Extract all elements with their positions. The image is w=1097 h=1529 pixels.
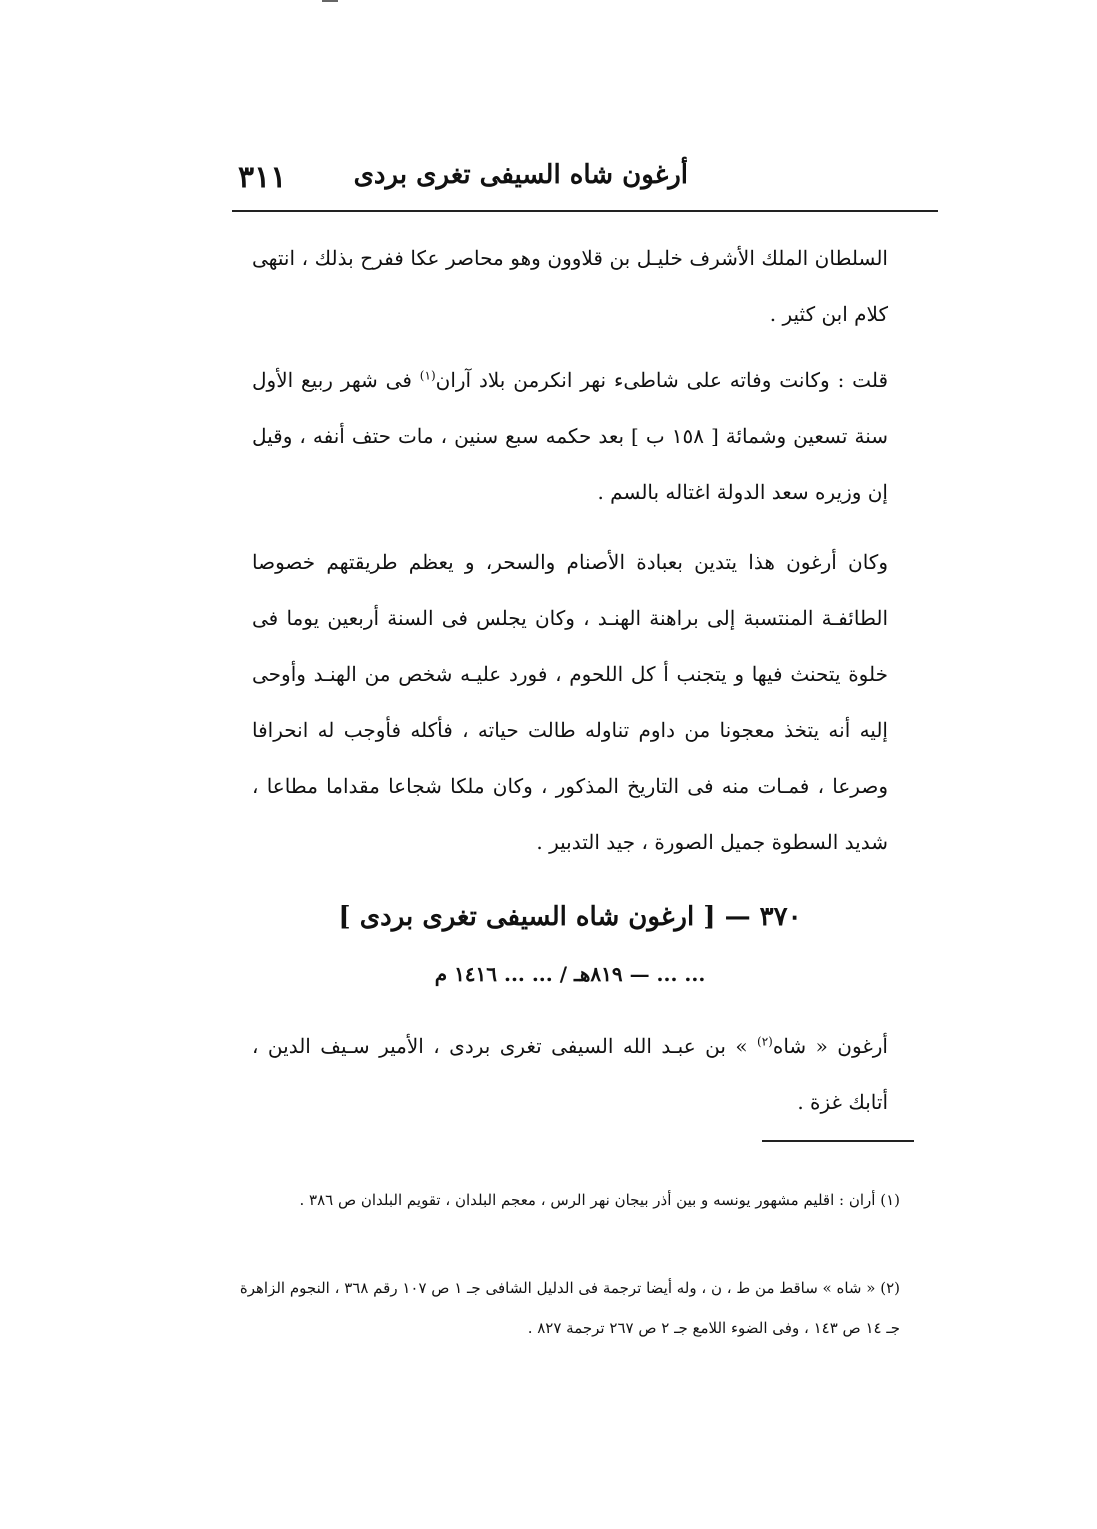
paragraph-death-of-arghun bbox=[252, 352, 888, 520]
running-title: أرغون شاه السيفى تغرى بردى bbox=[353, 160, 688, 190]
paragraph-ibn-kathir-end: السلطان الملك الأشرف خليـل بن قلاوون وهو محاصر عكا ففرح بذلك ، انتهى كلام ابن كثير . bbox=[252, 246, 888, 326]
paragraph-text: فى شهر ربيع الأول سنة تسعين وشمائة [ ١٥٨ ب ] بعد حكمه سبع سنين ، مات حتف أنفه ، وقيل إن وزيره سعد الدولة اغتاله بالسم . bbox=[252, 368, 888, 504]
entry-text bbox=[252, 1018, 888, 1130]
page-number: ٣١١ bbox=[238, 160, 287, 195]
entry-dates: ... ... — ٨١٩هـ / ... ... ١٤١٦ م bbox=[434, 962, 706, 986]
header-rule bbox=[232, 210, 938, 212]
footnote-2: (٢) « شاه » ساقط من ط ، ن ، وله أيضا ترجمة فى الدليل الشافى جـ ١ ص ١٠٧ رقم ٣٦٨ ، النجوم الزاهرة جـ ١٤ ص ١٤٣ ، وفى الضوء اللامع جـ ٢ ص ٢٦٧ ترجمة ٨٢٧ . bbox=[239, 1279, 900, 1337]
footnote-1: (١) أران : اقليم مشهور يونسه و بين أذر بيجان نهر الرس ، معجم البلدان ، تقويم البلدان ص ٣٨٦ . bbox=[299, 1191, 900, 1209]
footnote-ref-2: (٢) bbox=[757, 1034, 773, 1049]
paragraph-text: قلت : وكانت وفاته على شاطىء نهر انكرمن بلاد آران bbox=[435, 368, 889, 392]
entry-heading: ٣٧٠ — [ ارغون شاه السيفى تغرى بردى ] bbox=[338, 902, 802, 932]
scan-mark bbox=[322, 0, 338, 2]
entry-text-part: أرغون « شاه bbox=[772, 1034, 888, 1058]
footnote-ref-1: (١) bbox=[419, 368, 436, 383]
entry-text-part: » بن عبـد الله السيفى تغرى بردى ، الأمير سـيف الدين ، أتابك غزة . bbox=[252, 1034, 888, 1114]
paragraph-arghun-religion: وكان أرغون هذا يتدين بعبادة الأصنام والسحر، و يعظم طريقتهم خصوصا الطائفـة المنتسبة إلى براهنة الهنـد ، وكان يجلس فى السنة أربعين يوما فى خلوة يتحنث فيها و يتجنب أ كل اللحوم ، فورد عليـه شخص من الهنـد وأوحى إليه أنه يتخذ معجونا من داوم تناوله طالت حياته ، فأكله فأوجب له انحرافا وصرعا ، فمـات منه فى التاريخ المذكور ، وكان ملكا شجاعا مقداما مطاعا ، شديد السطوة جميل الصورة ، جيد التدبير . bbox=[252, 550, 888, 854]
footnote-rule bbox=[762, 1140, 914, 1142]
page-header bbox=[238, 160, 938, 200]
